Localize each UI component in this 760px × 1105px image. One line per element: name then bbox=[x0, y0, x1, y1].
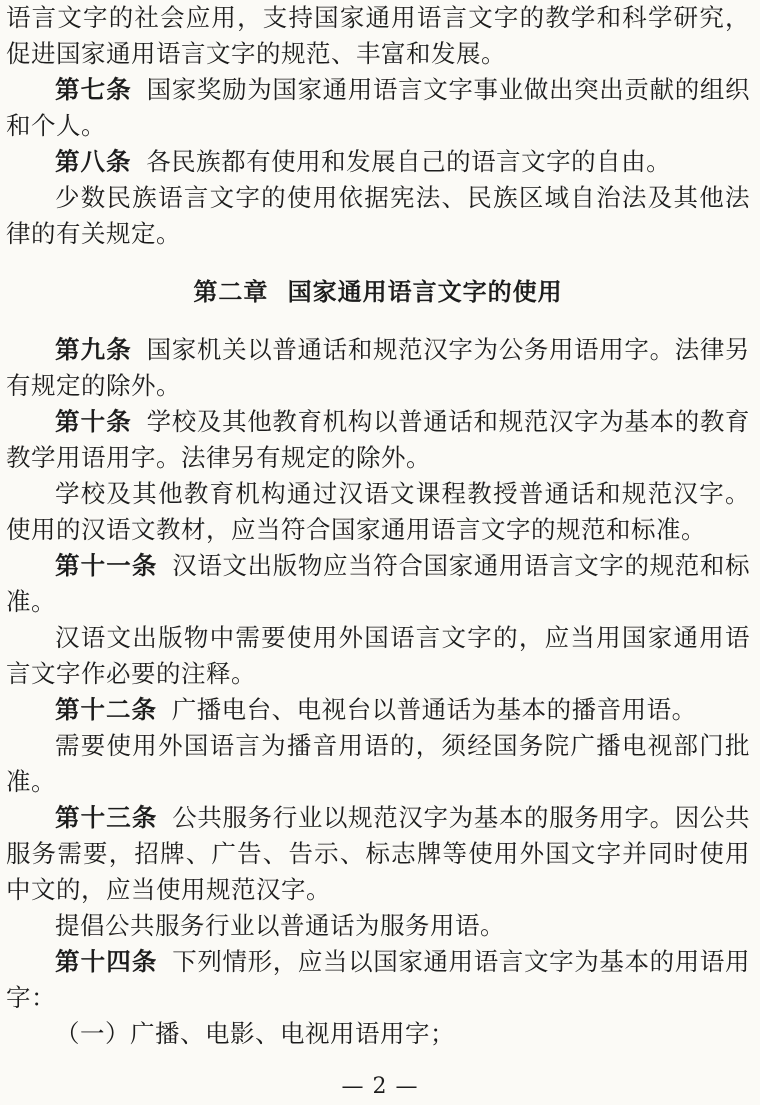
article-14-text: 下列情形，应当以国家通用语言文字为基本的用语用字： bbox=[6, 947, 751, 1012]
article-12-paragraph-2 bbox=[6, 728, 750, 800]
article-11-text: 汉语文出版物应当符合国家通用语言文字的规范和标准。 bbox=[6, 551, 751, 616]
article-8 bbox=[6, 144, 750, 180]
article-13-paragraph-2 bbox=[6, 908, 750, 944]
article-13-number: 第十三条 bbox=[55, 803, 158, 832]
spacer bbox=[6, 310, 750, 332]
article-11-paragraph-2 bbox=[6, 620, 750, 692]
article-10-number: 第十条 bbox=[55, 407, 132, 436]
article-14 bbox=[6, 944, 750, 1016]
article-10-text: 学校及其他教育机构以普通话和规范汉字为基本的教育教学用语用字。法律另有规定的除外。 bbox=[6, 407, 751, 472]
article-10-paragraph-2-text: 学校及其他教育机构通过汉语文课程教授普通话和规范汉字。使用的汉语文教材，应当符合国家通用语言文字的规范和标准。 bbox=[6, 479, 750, 544]
article-11-paragraph-2-text: 汉语文出版物中需要使用外国语言文字的，应当用国家通用语言文字作必要的注释。 bbox=[6, 623, 750, 688]
article-9-text: 国家机关以普通话和规范汉字为公务用语用字。法律另有规定的除外。 bbox=[6, 335, 751, 400]
chapter-number: 第二章 bbox=[193, 278, 269, 306]
article-14-item-1 bbox=[6, 1016, 750, 1052]
article-12-text: 广播电台、电视台以普通话为基本的播音用语。 bbox=[171, 695, 697, 724]
article-7-text: 国家奖励为国家通用语言文字事业做出突出贡献的组织和个人。 bbox=[6, 75, 751, 140]
article-10-paragraph-2 bbox=[6, 476, 750, 548]
article-14-number: 第十四条 bbox=[55, 947, 158, 976]
chapter-heading bbox=[6, 274, 750, 310]
page-number: — 2 — bbox=[341, 1074, 419, 1099]
article-10 bbox=[6, 404, 750, 476]
article-13-paragraph-2-text: 提倡公共服务行业以普通话为服务用语。 bbox=[55, 911, 505, 940]
page-content bbox=[6, 0, 750, 1052]
article-13 bbox=[6, 800, 750, 908]
article-9-number: 第九条 bbox=[55, 335, 132, 364]
article-12 bbox=[6, 692, 750, 728]
article-14-item-1-text: （一）广播、电影、电视用语用字； bbox=[55, 1019, 455, 1048]
article-9 bbox=[6, 332, 750, 404]
article-8-text: 各民族都有使用和发展自己的语言文字的自由。 bbox=[146, 147, 672, 176]
article-12-number: 第十二条 bbox=[55, 695, 157, 724]
article-8-paragraph-2 bbox=[6, 180, 750, 252]
article-8-paragraph-2-text: 少数民族语言文字的使用依据宪法、民族区域自治法及其他法律的有关规定。 bbox=[6, 183, 750, 248]
intro-text: 语言文字的社会应用，支持国家通用语言文字的教学和科学研究，促进国家通用语言文字的规范、丰富和发展。 bbox=[6, 3, 750, 68]
article-7-number: 第七条 bbox=[55, 75, 132, 104]
article-7 bbox=[6, 72, 750, 144]
intro-paragraph bbox=[6, 0, 750, 72]
article-12-paragraph-2-text: 需要使用外国语言为播音用语的，须经国务院广播电视部门批准。 bbox=[6, 731, 750, 796]
spacer bbox=[6, 252, 750, 274]
article-13-text: 公共服务行业以规范汉字为基本的服务用字。因公共服务需要，招牌、广告、告示、标志牌等使用外国文字并同时使用中文的，应当使用规范汉字。 bbox=[6, 803, 751, 904]
article-11 bbox=[6, 548, 750, 620]
chapter-title: 国家通用语言文字的使用 bbox=[287, 278, 563, 306]
article-11-number: 第十一条 bbox=[55, 551, 158, 580]
article-8-number: 第八条 bbox=[55, 147, 132, 176]
